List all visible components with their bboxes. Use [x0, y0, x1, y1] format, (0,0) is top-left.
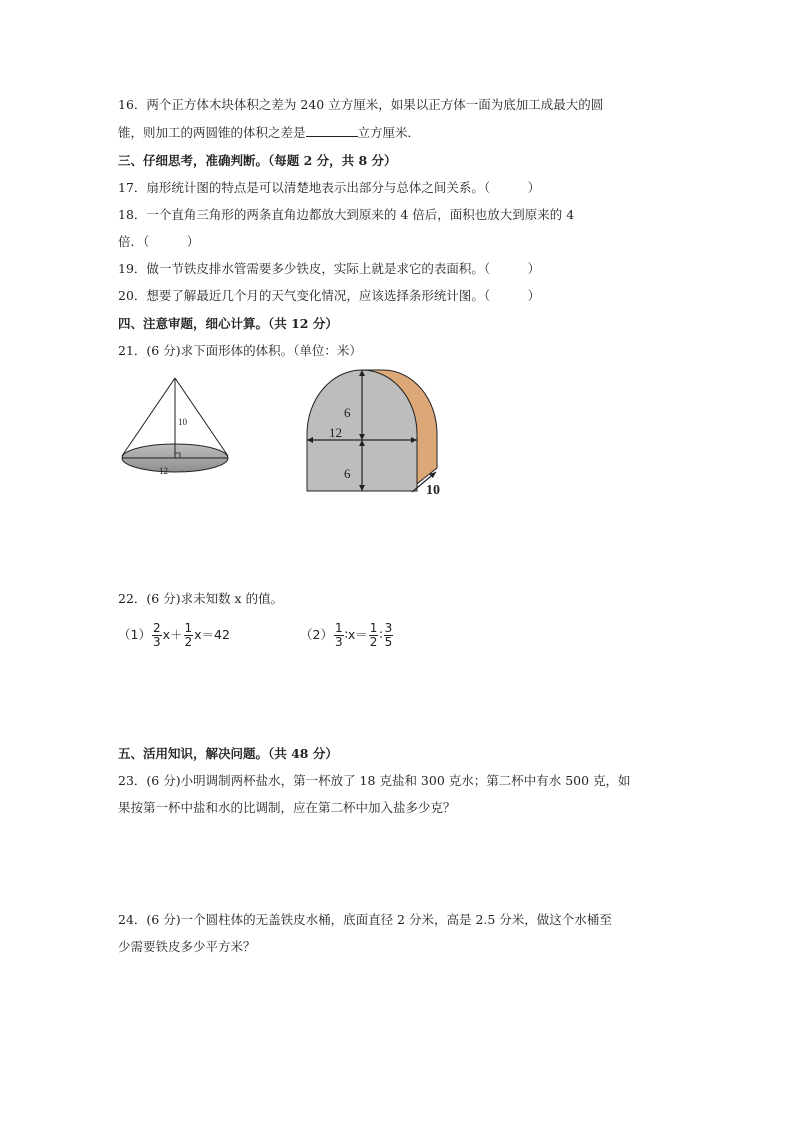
eq1-frac1: $\frac{2}{3}$ [152, 621, 161, 649]
eq2-frac3: $\frac{3}{5}$ [384, 621, 393, 649]
q23-line1: 23．(6 分)小明调制两杯盐水，第一杯放了 18 克盐和 300 克水；第二杯中有水 500 克，如 [118, 773, 631, 788]
section5-title: 五、活用知识，解决问题。（共 48 分） [118, 746, 338, 761]
equation-2: （2） $\frac{1}{3}$ ∶x＝ $\frac{1}{2}$ ∶ $\frac{3}{5}$ [300, 621, 393, 649]
tunnel-figure [300, 364, 450, 496]
answer-blank[interactable] [306, 125, 358, 137]
q24-line2: 少需要铁皮多少平方米？ [118, 939, 256, 954]
q18-line1: 18．一个直角三角形的两条直角边都放大到原来的 4 倍后，面积也放大到原来的 4 [118, 207, 575, 222]
q24-line1: 24．(6 分)一个圆柱体的无盖铁皮水桶，底面直径 2 分米，高是 2.5 分米，做这个水桶至 [118, 912, 612, 927]
q21-text: 21．(6 分)求下面形体的体积。（单位：米） [118, 343, 362, 358]
q19: 19．做一节铁皮排水管需要多少铁皮，实际上就是求它的表面积。（ ） [118, 261, 541, 276]
q17: 17．扇形统计图的特点是可以清楚地表示出部分与总体之间关系。（ ） [118, 180, 541, 195]
q23-line2: 果按第一杯中盐和水的比调制，应在第二杯中加入盐多少克？ [118, 800, 456, 815]
cone-figure [118, 374, 233, 489]
q18-line2: 倍．（ ） [118, 234, 200, 249]
q16-text-a: 锥，则加工的两圆锥的体积之差是 [118, 125, 306, 140]
q16-line1: 16．两个正方体木块体积之差为 240 立方厘米，如果以正方体一面为底加工成最大的圆 [118, 97, 604, 112]
tunnel-bottom-label: 6 [344, 466, 351, 481]
eq2-frac1: $\frac{1}{3}$ [334, 621, 343, 649]
cone-height-label: 10 [178, 417, 187, 427]
section3-title: 三、仔细思考，准确判断。（每题 2 分，共 8 分） [118, 153, 397, 168]
tunnel-width-label: 12 [329, 425, 342, 440]
tunnel-top-label: 6 [344, 405, 351, 420]
cone-base-label: 12 [159, 466, 168, 476]
q22-text: 22．(6 分)求未知数 x 的值。 [118, 591, 284, 606]
eq2-label: （2） [300, 627, 333, 642]
section4-title: 四、注意审题，细心计算。（共 12 分） [118, 316, 338, 331]
eq1-frac2: $\frac{1}{2}$ [184, 621, 193, 649]
equation-1: （1） $\frac{2}{3}$ x＋ $\frac{1}{2}$ x＝42 [118, 621, 230, 649]
tunnel-depth-label: 10 [426, 483, 440, 496]
q20: 20．想要了解最近几个月的天气变化情况，应该选择条形统计图。（ ） [118, 288, 541, 303]
q16-text-b: 立方厘米． [357, 125, 421, 140]
eq1-label: （1） [118, 627, 151, 642]
eq2-frac2: $\frac{1}{2}$ [369, 621, 378, 649]
q16-line2 [118, 125, 420, 141]
